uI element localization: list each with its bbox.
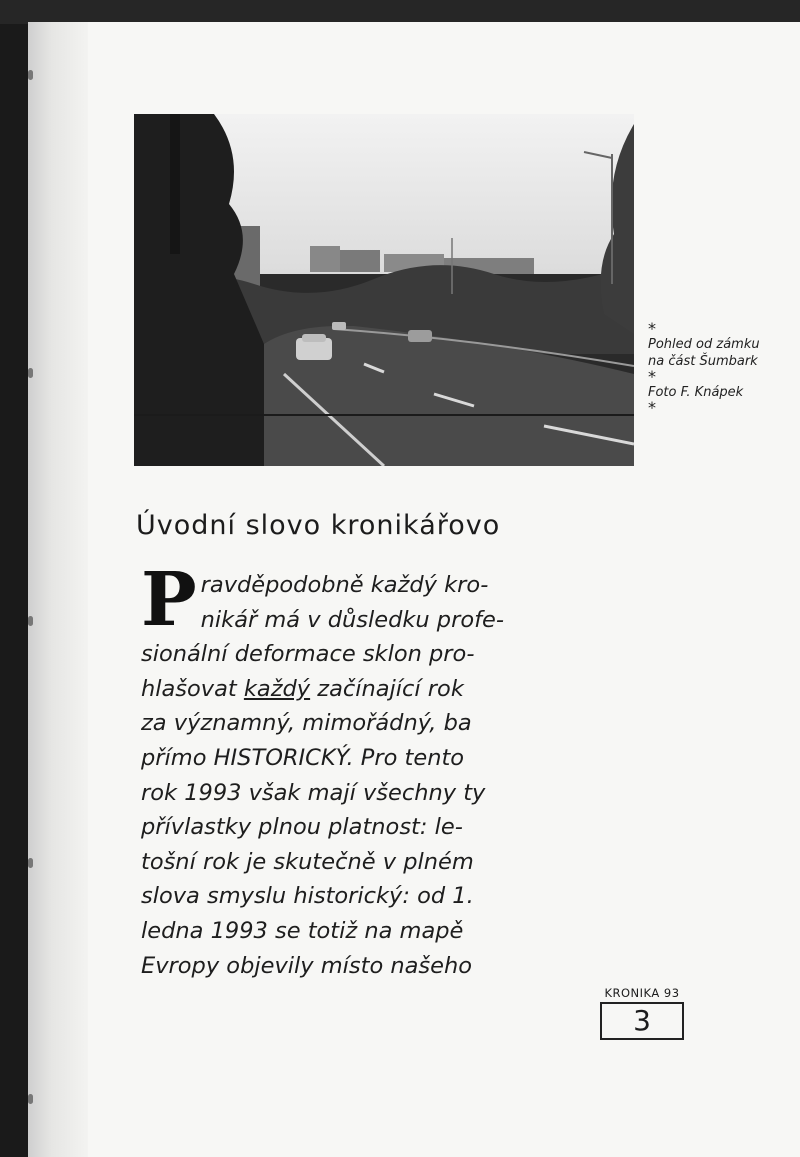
binding-hole [28, 616, 33, 626]
chronicle-label: KRONIKA 93 [604, 986, 680, 1000]
caption-star-icon: * [648, 367, 656, 386]
binding-hole [28, 1094, 33, 1104]
page-footer [596, 986, 688, 1040]
body-line-12: Evropy objevily místo našeho [141, 952, 472, 979]
street-photo [134, 114, 634, 466]
drop-cap: P [141, 557, 197, 643]
caption-star-icon: * [648, 398, 656, 417]
body-line-4-start: hlašovat [141, 675, 237, 702]
article-heading: Úvodní slovo kronikářovo [136, 510, 501, 541]
caption-line-2: na část Šumbark [648, 354, 758, 369]
body-line-5: za významný, mimořádný, ba [141, 710, 472, 737]
caption-line-1: Pohled od zámku [648, 337, 760, 352]
photo-caption [648, 319, 788, 417]
caption-star-icon: * [648, 319, 656, 338]
binding-hole [28, 858, 33, 868]
emphasis-kazdy: každý [243, 675, 311, 702]
chronicle-page [28, 22, 800, 1157]
article-body [141, 557, 601, 983]
body-line-11: ledna 1993 se totiž na mapě [141, 917, 464, 944]
body-line-6: přímo HISTORICKÝ. Pro tento [141, 744, 465, 771]
page-number: 3 [600, 1002, 684, 1040]
body-line-8: přívlastky plnou platnost: le- [141, 814, 463, 841]
body-line-4 [141, 672, 601, 707]
body-line-2: nikář má v důsledku profe- [200, 606, 504, 633]
body-line-9: tošní rok je skutečně v plném [141, 848, 474, 875]
body-line-7: rok 1993 však mají všechny ty [141, 779, 486, 806]
body-line-1: ravděpodobně každý kro- [200, 572, 489, 598]
street-photo-image [134, 114, 634, 466]
caption-credit: Foto F. Knápek [648, 385, 744, 400]
binding-hole [28, 368, 33, 378]
binding-spine [28, 22, 88, 1157]
body-line-10: slova smyslu historický: od 1. [141, 883, 474, 910]
binding-hole [28, 70, 33, 80]
body-line-3: sionální deformace sklon pro- [141, 641, 475, 668]
body-line-4-end: začínající rok [310, 675, 464, 702]
scan-top-edge [0, 0, 800, 24]
